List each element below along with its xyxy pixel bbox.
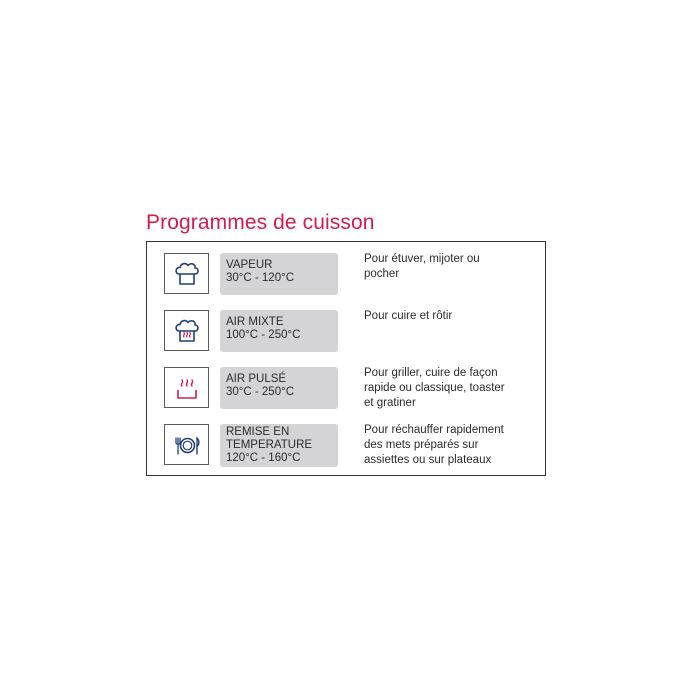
desc-line: Pour étuver, mijoter ou [364,253,480,265]
desc-line: pocher [364,268,400,280]
program-name: AIR PULSÉ [226,373,287,385]
plate-cutlery-icon [164,424,209,465]
desc-line: assiettes ou sur plateaux [364,454,492,466]
desc-line: des mets préparés sur [364,439,479,451]
program-label [220,424,338,467]
program-row-air-pulse [147,367,545,413]
pot-heat-icon [164,367,209,408]
desc-line: rapide ou classique, toaster [364,382,505,394]
program-label [220,310,338,352]
program-description [364,423,534,468]
program-row-remise-en-temperature [147,424,545,470]
desc-line: Pour griller, cuire de façon [364,367,498,379]
page-title: Programmes de cuisson [146,211,375,234]
program-row-air-mixte [147,310,545,356]
program-range: 30°C - 120°C [226,272,295,284]
program-label [220,253,338,295]
programs-table [146,241,546,476]
program-description [364,309,534,324]
desc-line: et gratiner [364,397,416,409]
desc-line: Pour réchauffer rapidement [364,424,504,436]
program-name: REMISE EN [226,426,290,438]
program-name: AIR MIXTE [226,316,284,328]
desc-line: Pour cuire et rôtir [364,310,453,322]
program-row-vapeur [147,253,545,299]
program-description [364,252,534,282]
chef-hat-icon [164,253,209,294]
program-name: TEMPERATURE [226,439,313,451]
program-range: 120°C - 160°C [226,452,301,464]
program-name: VAPEUR [226,259,273,271]
program-range: 100°C - 250°C [226,329,301,341]
program-range: 30°C - 250°C [226,386,295,398]
program-description [364,366,534,411]
program-label [220,367,338,409]
chef-hat-steam-icon [164,310,209,351]
